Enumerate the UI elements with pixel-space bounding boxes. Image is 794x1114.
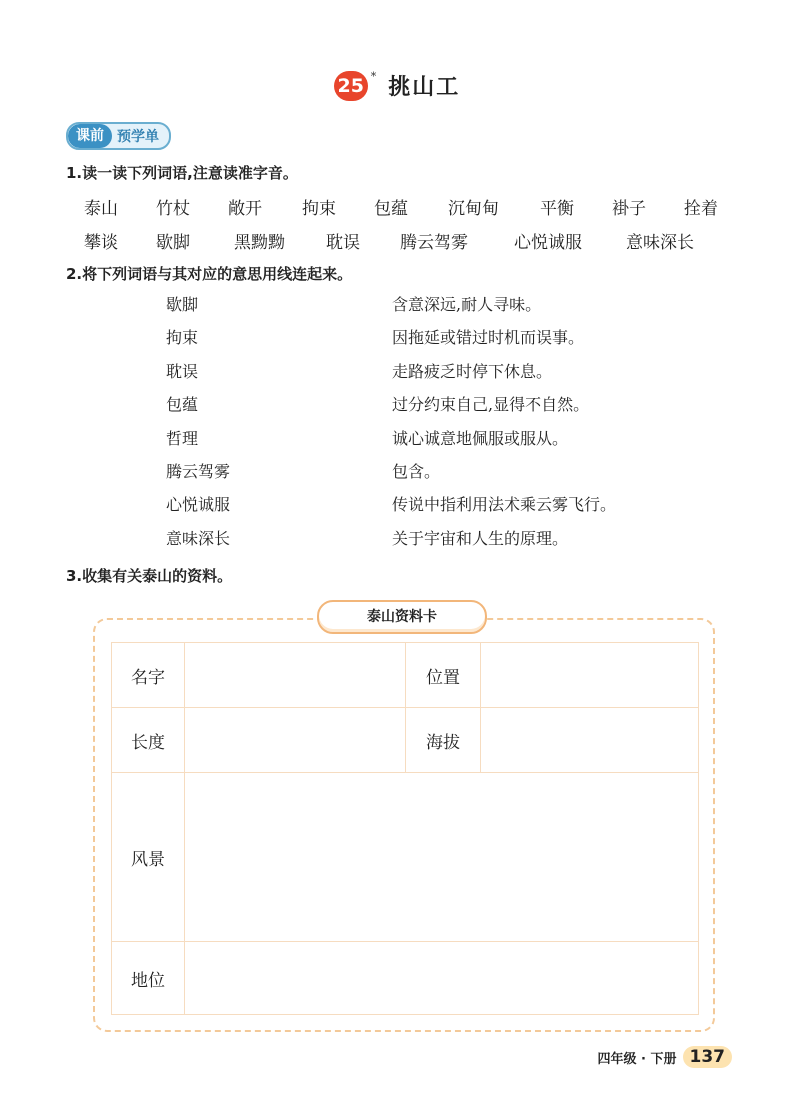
word-item: 包蕴: [374, 199, 408, 219]
word-item: 意味深长: [626, 233, 694, 253]
label-altitude: 海拔: [406, 708, 481, 773]
match-term[interactable]: 腾云驾雾: [166, 461, 231, 481]
question-1-prompt: 1.读一读下列词语,注意读准字音。: [66, 164, 298, 182]
match-term[interactable]: 歇脚: [166, 295, 199, 314]
lesson-mark: *: [370, 70, 377, 83]
word-item: 黑黝黝: [234, 233, 285, 253]
word-item: 泰山: [84, 199, 118, 219]
word-item: 歇脚: [156, 233, 190, 253]
section-tag: [66, 122, 171, 150]
match-term[interactable]: 意味深长: [166, 528, 231, 548]
label-name: 名字: [112, 643, 185, 708]
match-terms-column: [166, 288, 230, 555]
section-tag-secondary: 预学单: [117, 129, 159, 145]
word-item: 心悦诚服: [514, 233, 582, 253]
section-tag-primary: 课前: [68, 124, 112, 148]
match-definition[interactable]: 传说中指利用法术乘云雾飞行。: [392, 495, 617, 515]
lesson-number-badge: 25: [334, 71, 368, 101]
grade-label: 四年级 · 下册: [597, 1051, 677, 1067]
page-number: 137: [683, 1046, 733, 1068]
info-card-title: 泰山资料卡: [317, 600, 487, 634]
match-definition[interactable]: 关于宇宙和人生的原理。: [392, 528, 569, 548]
match-definition[interactable]: 含意深远,耐人寻味。: [392, 295, 542, 314]
match-definition[interactable]: 过分约束自己,显得不自然。: [392, 395, 590, 415]
lesson-title: 挑山工: [388, 75, 461, 100]
info-card-table: [111, 642, 699, 1015]
word-item: 竹杖: [156, 199, 190, 219]
match-definition[interactable]: 包含。: [392, 461, 441, 481]
lesson-header: [0, 70, 794, 101]
match-term[interactable]: 心悦诚服: [166, 495, 231, 515]
word-item: 腾云驾雾: [400, 233, 468, 253]
word-item: 耽误: [326, 233, 360, 253]
match-term[interactable]: 拘束: [166, 328, 199, 348]
word-item: 平衡: [540, 199, 574, 219]
match-definition[interactable]: 走路疲乏时停下休息。: [392, 361, 553, 381]
location-answer-field[interactable]: [481, 643, 699, 708]
length-answer-field[interactable]: [185, 708, 406, 773]
word-item: 拴着: [684, 199, 718, 219]
page-footer: [598, 1046, 733, 1068]
altitude-answer-field[interactable]: [481, 708, 699, 773]
match-term[interactable]: 哲理: [166, 428, 199, 448]
match-term[interactable]: 耽误: [166, 361, 199, 381]
label-scenery: 风景: [112, 773, 185, 942]
match-term[interactable]: 包蕴: [166, 395, 199, 415]
label-location: 位置: [406, 643, 481, 708]
name-answer-field[interactable]: [185, 643, 406, 708]
label-status: 地位: [112, 942, 185, 1015]
status-answer-field[interactable]: [185, 942, 699, 1015]
question-3-prompt: 3.收集有关泰山的资料。: [66, 567, 233, 585]
question-2-prompt: 2.将下列词语与其对应的意思用线连起来。: [66, 265, 353, 283]
word-item: 攀谈: [84, 233, 118, 253]
word-item: 沉甸甸: [448, 199, 499, 219]
match-definition[interactable]: 因拖延或错过时机而误事。: [392, 328, 585, 348]
word-item: 褂子: [612, 199, 646, 219]
match-definition[interactable]: 诚心诚意地佩服或服从。: [392, 428, 569, 448]
word-item: 敞开: [228, 199, 262, 219]
scenery-answer-field[interactable]: [185, 773, 699, 942]
word-item: 拘束: [302, 199, 336, 219]
label-length: 长度: [112, 708, 185, 773]
match-definitions-column: [392, 288, 616, 555]
